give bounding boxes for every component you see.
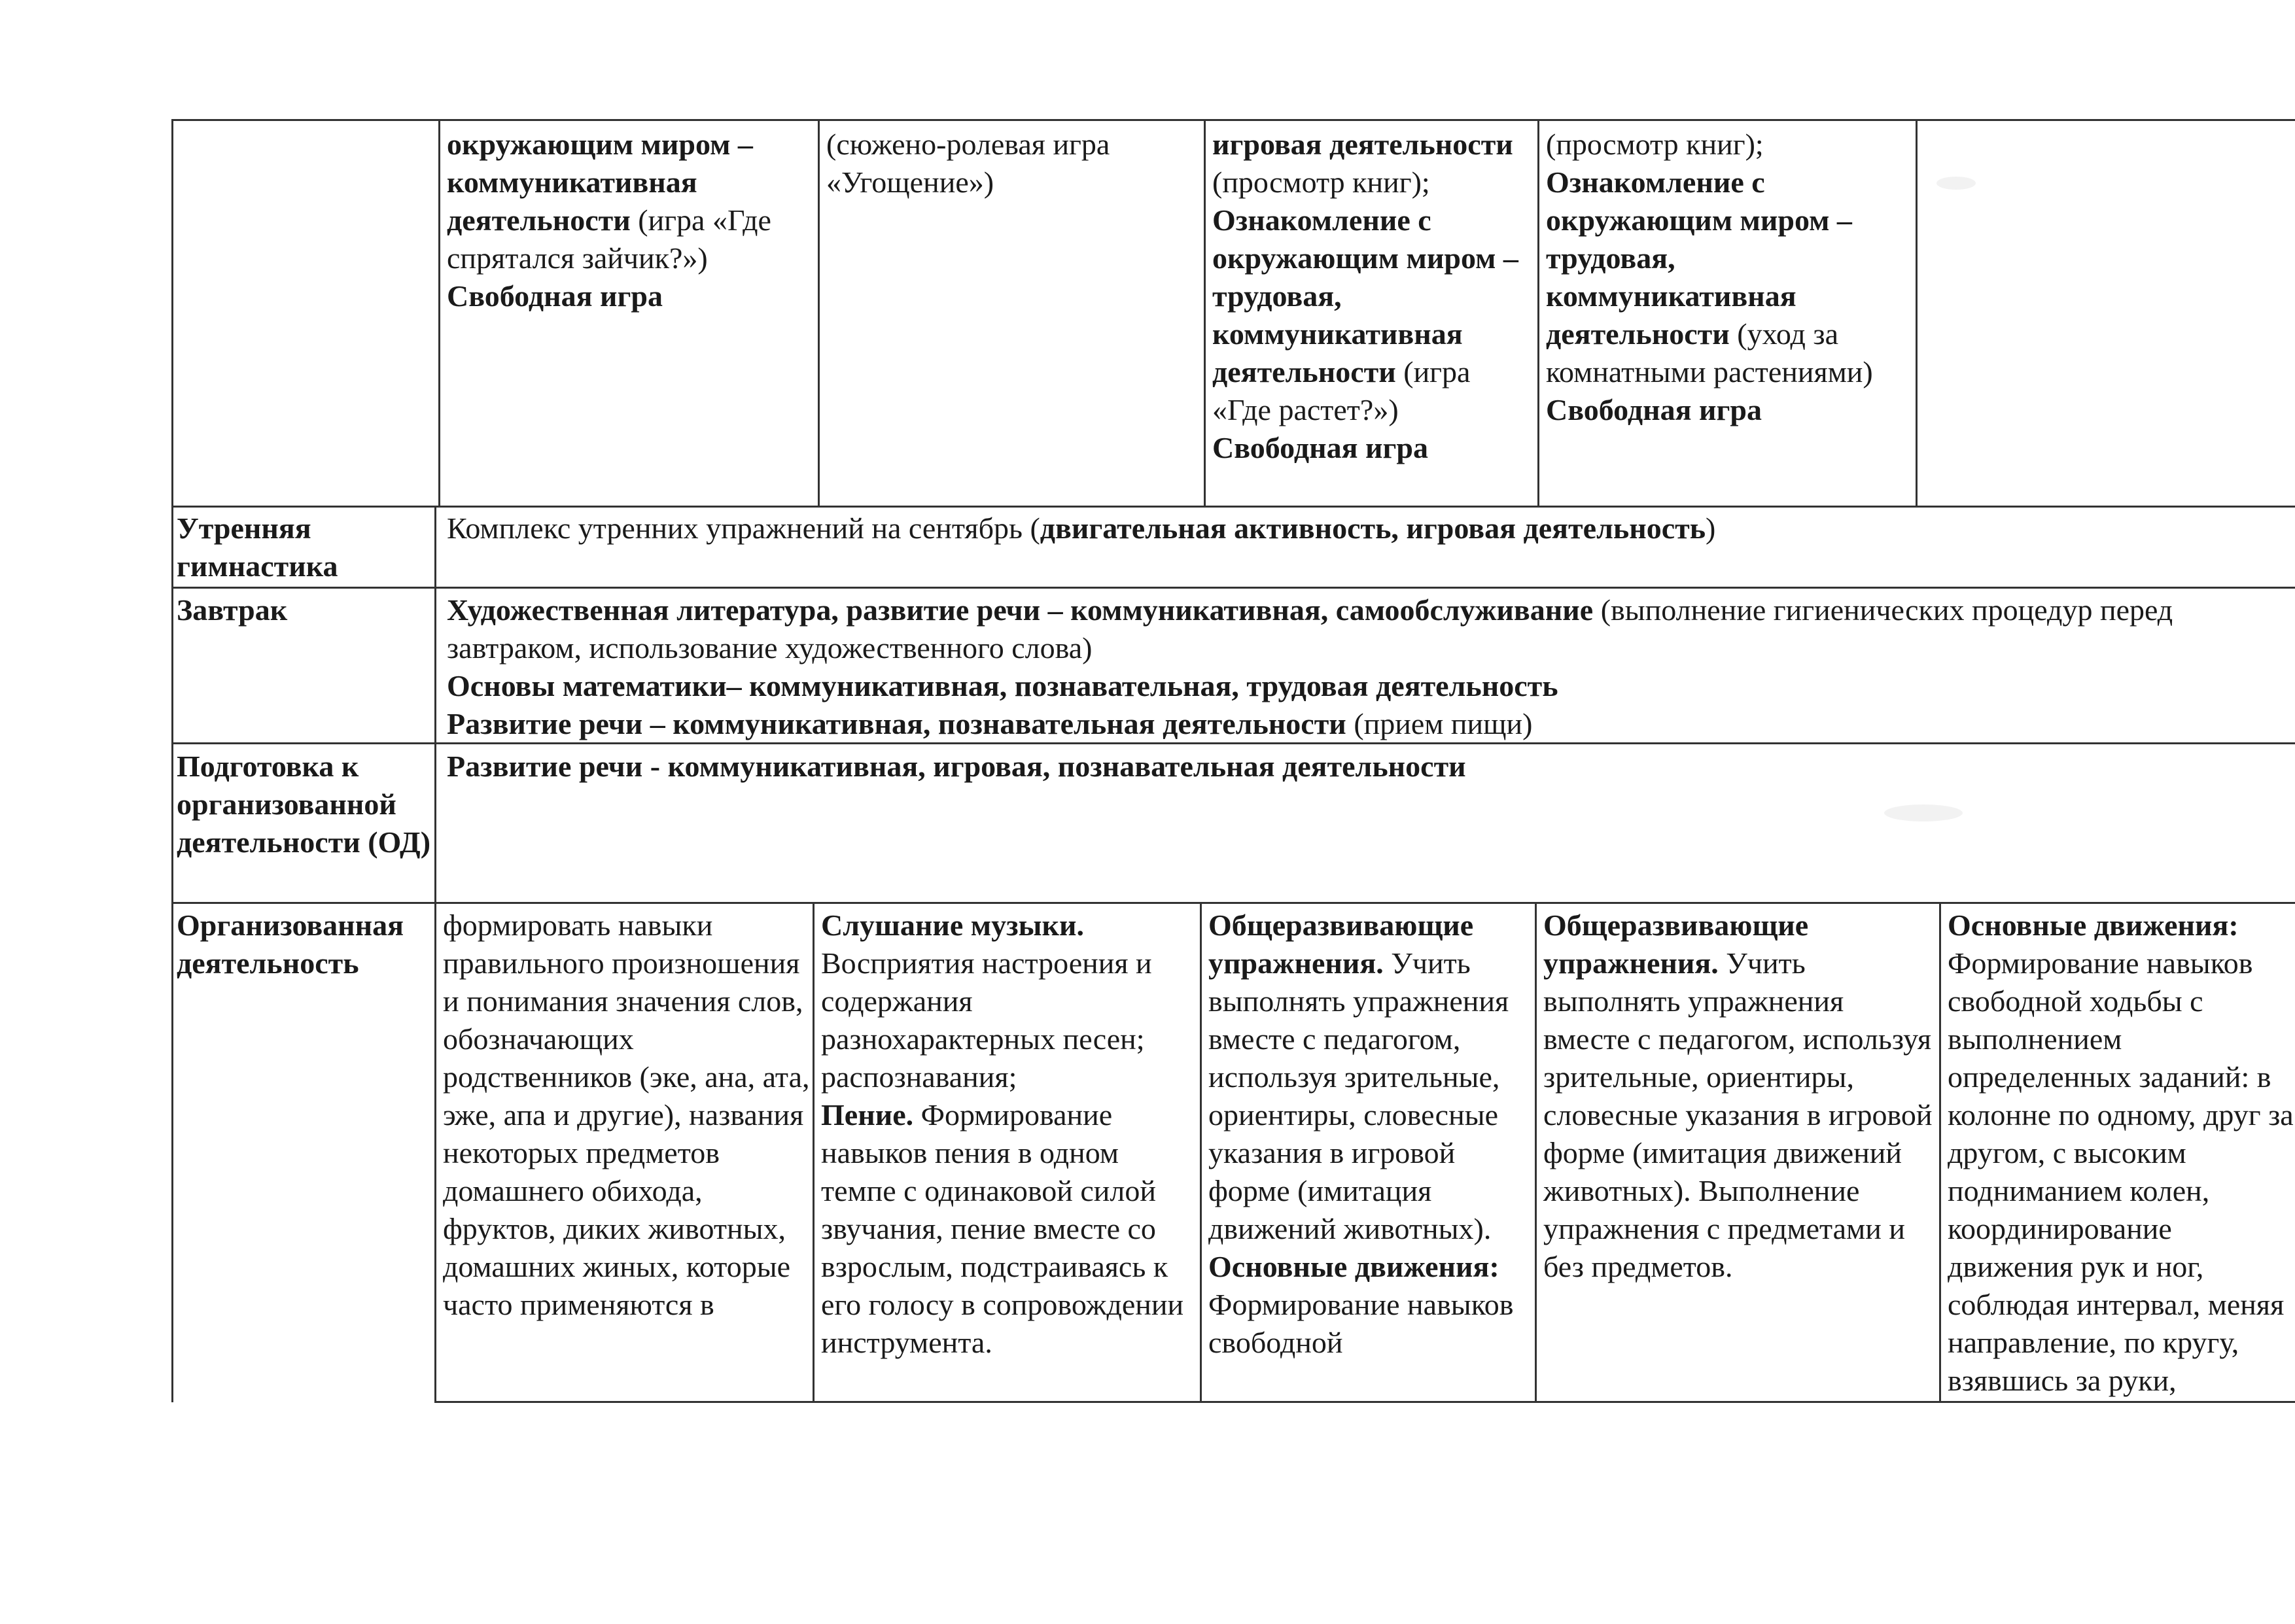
text-run: Формирование навыков свободной ходьбы с выполнением определенных заданий: в колонне по одному, друг за другом, с высоким подниманием колен, координирование движения рук и ног, соблюдая интервал, меняя направление, по кругу, взявшись за руки, <box>1948 946 2294 1397</box>
row4-content-cell <box>442 748 2295 786</box>
table-rule <box>171 119 2295 121</box>
text-run: (выполнение гигиенических процедур перед завтраком, использование художественного слова) <box>447 593 2173 665</box>
table-rule <box>434 506 436 1402</box>
bold-text-run: Развитие речи - коммуникативная, игровая, познавательная деятельности <box>447 750 1466 783</box>
bold-text-run: окружающим миром – коммуникативная деятельности <box>447 128 753 237</box>
text-run: (просмотр книг); <box>1212 165 1430 199</box>
row1-col1-cell <box>442 126 815 315</box>
row5-col5-cell <box>1942 907 2295 1400</box>
table-rule <box>1939 902 1941 1402</box>
table-rule <box>1535 902 1537 1402</box>
scan-smudge <box>1936 177 1976 190</box>
row-label-morning-exercise: Утренняя гимнастика <box>177 511 338 583</box>
table-rule <box>438 119 440 508</box>
row2-content-cell <box>442 510 2295 547</box>
bold-text-run: Свободная игра <box>1212 431 1428 464</box>
row-label-organized-activity: Организованная деятельность <box>177 908 404 980</box>
row5-col2-cell <box>816 907 1198 1362</box>
table-rule <box>171 902 2295 904</box>
text-run: формировать навыки правильного произношения и понимания значения слов, обозначающих родственников (эке, ана, ата, эже, апа и другие), названия некоторых предметов домашнего обихода, фруктов, диких животных, домашних жиных, которые часто применяются в <box>443 908 810 1321</box>
table-rule <box>813 902 815 1402</box>
bold-text-run: Общеразвивающие упражнения. <box>1208 908 1474 980</box>
table-rule <box>171 506 2295 508</box>
scan-smudge <box>1884 804 1963 821</box>
bold-text-run: Свободная игра <box>447 279 663 313</box>
table-rule <box>1200 902 1202 1402</box>
row-label-breakfast: Завтрак <box>177 593 288 627</box>
bold-text-run: Слушание музыки. <box>821 908 1085 942</box>
bold-text-run: Свободная игра <box>1546 393 1762 426</box>
text-run: (прием пищи) <box>1346 707 1533 740</box>
text-run: Учить выполнять упражнения вместе с педагогом, используя зрительные, ориентиры, словесные указания в игровой форме (имитация движений животных). <box>1208 946 1509 1245</box>
table-rule <box>171 587 2295 589</box>
table-rule <box>1204 119 1206 508</box>
text-run: ) <box>1706 511 1716 545</box>
text-run: Учить выполнять упражнения вместе с педагогом, используя зрительные, ориентиры, словесные указания в игровой форме (имитация движений животных). Выполнение упражнения с предметами и без предметов. <box>1543 946 1933 1283</box>
bold-text-run: Основные движения: <box>1948 908 2239 942</box>
table-rule <box>818 119 820 508</box>
bold-text-run: Пение. <box>821 1098 914 1132</box>
table-rule <box>1537 119 1539 508</box>
row1-col3-cell <box>1207 126 1534 467</box>
text-run: (сюжено-ролевая игра «Угощение») <box>826 128 1110 199</box>
table-rule <box>1916 119 1918 508</box>
bold-text-run: Общеразвивающие упражнения. <box>1543 908 1809 980</box>
row1-col2-cell <box>821 126 1200 201</box>
bold-text-run: Художественная литература, развитие речи – коммуникативная, самообслуживание <box>447 593 1594 627</box>
text-run: Формирование навыков пения в одном темпе с одинаковой силой звучания, пение вместе со взрослым, подстраиваясь к его голосу в сопровождении инструмента. <box>821 1098 1184 1359</box>
text-run: (уход за комнатными растениями) <box>1546 317 1873 389</box>
bold-text-run: Развитие речи – коммуникативная, познавательная деятельности <box>447 707 1346 740</box>
bold-text-run: двигательная активность, игровая деятельность <box>1040 511 1706 545</box>
bold-text-run: Ознакомление с окружающим миром – трудовая, коммуникативная деятельности <box>1546 165 1852 351</box>
text-run: (просмотр книг); <box>1546 128 1764 161</box>
text-run: (игра «Где растет?») <box>1212 355 1471 426</box>
row5-col4-cell <box>1538 907 1937 1286</box>
text-run: Комплекс утренних упражнений на сентябрь ( <box>447 511 1040 545</box>
text-run: Восприятия настроения и содержания разнохарактерных песен; распознавания; <box>821 946 1152 1094</box>
row5-col3-cell <box>1203 907 1533 1362</box>
table-rule <box>434 1401 2295 1403</box>
bold-text-run: Основные движения: <box>1208 1250 1499 1283</box>
row-label-od-preparation: Подготовка к организованной деятельности (ОД) <box>177 750 431 859</box>
text-run: Формирование навыков свободной <box>1208 1288 1514 1359</box>
row1-col4-cell <box>1541 126 1914 429</box>
text-run: (игра «Где спрятался зайчик?») <box>447 203 771 275</box>
bold-text-run: игровая деятельности <box>1212 128 1513 161</box>
bold-text-run: Ознакомление с окружающим миром – трудовая, коммуникативная деятельности <box>1212 203 1518 389</box>
bold-text-run: Основы математики– коммуникативная, познавательная, трудовая деятельность <box>447 669 1558 702</box>
row5-col1-cell <box>438 907 811 1324</box>
row3-content-cell <box>442 591 2295 743</box>
